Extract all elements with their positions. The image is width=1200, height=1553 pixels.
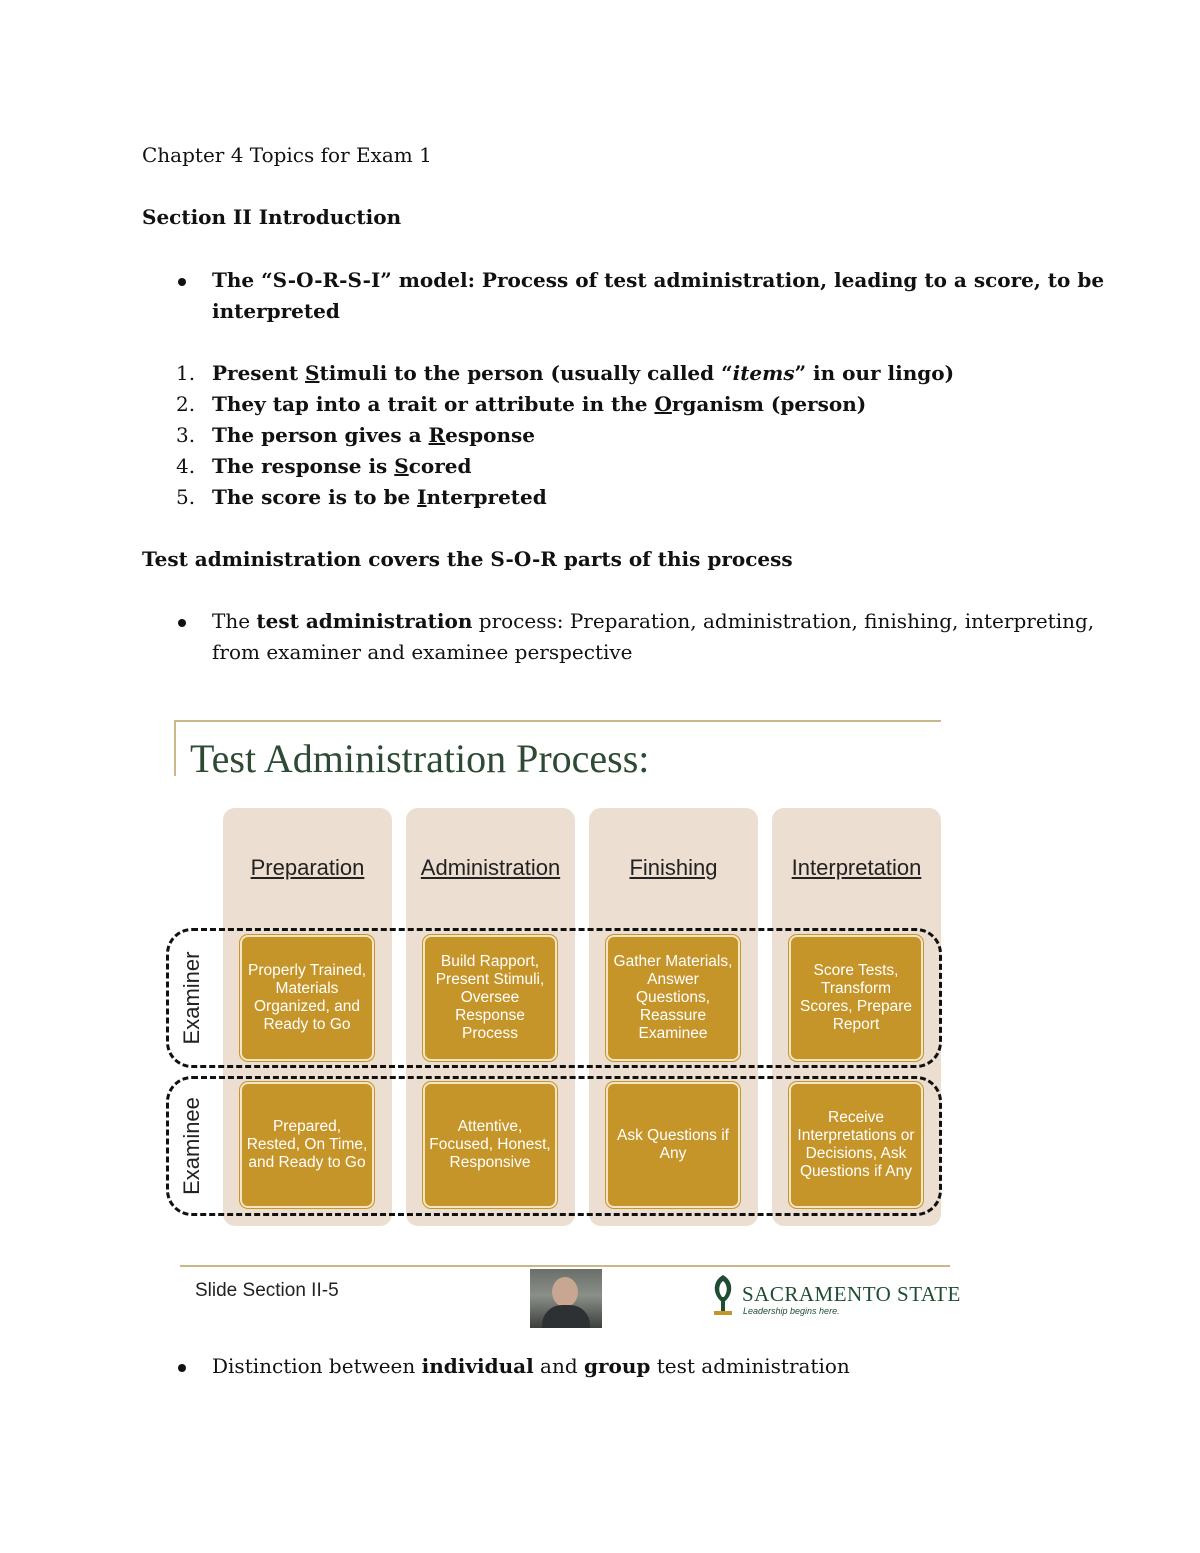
slide-top-rule — [174, 720, 941, 722]
covers-heading: Test administration covers the S-O-R parts of this process — [142, 547, 793, 571]
examiner-box: Build Rapport, Present Stimuli, Oversee Response Process — [423, 935, 557, 1061]
sacramento-state-logo-icon — [708, 1273, 738, 1319]
step-item: They tap into a trait or attribute in the Organism (person) — [212, 392, 867, 416]
column-header: Administration — [420, 855, 561, 880]
examiner-box: Properly Trained, Materials Organized, and Ready to Go — [240, 935, 374, 1061]
examinee-box: Prepared, Rested, On Time, and Ready to Go — [240, 1082, 374, 1208]
step-item: Present Stimuli to the person (usually called “items” in our lingo) — [212, 361, 955, 385]
step-number: 2. — [176, 392, 196, 416]
examinee-box: Receive Interpretations or Decisions, Ask Questions if Any — [789, 1082, 923, 1208]
bullet-dot — [178, 278, 186, 286]
presenter-head — [552, 1277, 578, 1307]
column-header: Interpretation — [791, 855, 922, 880]
examinee-box: Attentive, Focused, Honest, Responsive — [423, 1082, 557, 1208]
step-number: 5. — [176, 485, 196, 509]
distinction-bullet: Distinction between individual and group test administration — [212, 1354, 850, 1378]
sorsi-bullet-cont: interpreted — [212, 299, 340, 323]
examiner-box: Gather Materials, Answer Questions, Reassure Examinee — [606, 935, 740, 1061]
step-item: The response is Scored — [212, 454, 472, 478]
doc-heading: Chapter 4 Topics for Exam 1 — [142, 143, 432, 167]
step-number: 3. — [176, 423, 196, 447]
test-admin-bullet-cont: from examiner and examinee perspective — [212, 640, 633, 664]
bullet-dot — [178, 619, 186, 627]
test-admin-bullet: The test administration process: Preparation, administration, finishing, interpreting, — [212, 609, 1095, 633]
row-label-examiner: Examiner — [179, 951, 204, 1045]
presenter-thumbnail — [530, 1269, 602, 1328]
examinee-box: Ask Questions if Any — [606, 1082, 740, 1208]
slide-footer-label: Slide Section II-5 — [195, 1280, 339, 1301]
sorsi-bullet: The “S-O-R-S-I” model: Process of test administration, leading to a score, to be — [212, 268, 1105, 292]
row-label-examinee: Examinee — [179, 1097, 204, 1195]
column-header: Preparation — [250, 855, 365, 880]
slide-title: Test Administration Process: — [190, 736, 650, 781]
step-item: The score is to be Interpreted — [212, 485, 547, 509]
examiner-box: Score Tests, Transform Scores, Prepare Report — [789, 935, 923, 1061]
section-heading: Section II Introduction — [142, 205, 402, 229]
slide-footer-rule — [180, 1265, 950, 1267]
logo-tagline: Leadership begins here. — [743, 1306, 840, 1316]
bullet-dot — [178, 1364, 186, 1372]
logo-wordmark: SACRAMENTO STATE — [742, 1282, 961, 1306]
step-item: The person gives a Response — [212, 423, 536, 447]
slide-left-rule — [174, 720, 176, 776]
step-number: 4. — [176, 454, 196, 478]
presenter-body — [542, 1305, 590, 1328]
step-number: 1. — [176, 361, 196, 385]
column-header: Finishing — [629, 855, 718, 880]
